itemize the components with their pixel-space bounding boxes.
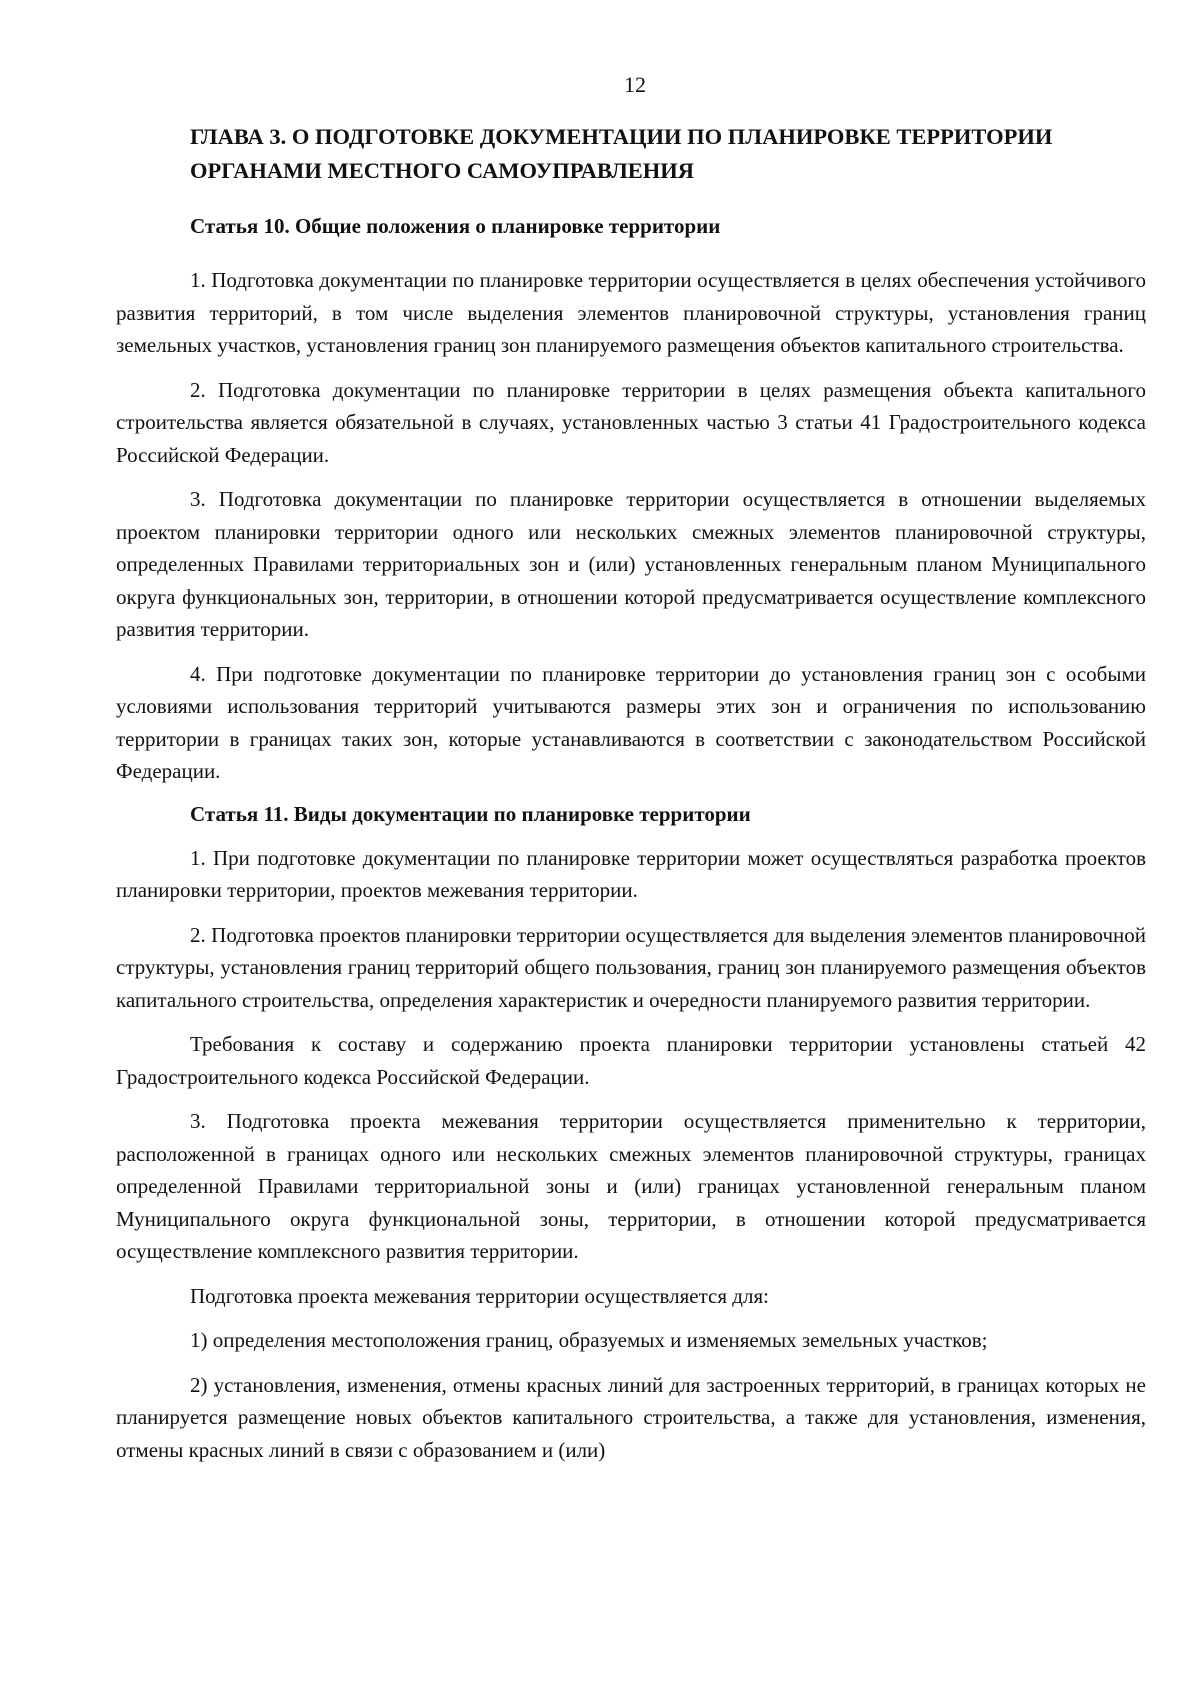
article-10-paragraph-1: 1. Подготовка документации по планировке территории осуществляется в целях обеспечения устойчивого развития территорий, в том числе выделения элементов планировочной структуры, установления границ земельных участков, установления границ зон планируемого размещения объектов капитального строительства. [116,268,1146,357]
article-11-title: Статья 11. Виды документации по планировке территории [190,801,751,826]
article-11-list-item-2: 2) установления, изменения, отмены красных линий для застроенных территорий, в границах которых не планируется размещение новых объектов капитального строительства, а также для установления, изменения, отмены красных линий в связи с образованием и (или) [116,1372,1146,1462]
chapter-title-line1: ГЛАВА 3. О ПОДГОТОВКЕ ДОКУМЕНТАЦИИ ПО ПЛАНИРОВКЕ ТЕРРИТОРИИ [190,124,1053,149]
article-11-list-item-1: 1) определения местоположения границ, образуемых и изменяемых земельных участков; [190,1328,988,1352]
article-10-paragraph-3: 3. Подготовка документации по планировке территории осуществляется в отношении выделяемых проектом планировки территории одного или нескольких смежных элементов планировочной структуры, определенных Правилами территориальных зон и (или) установленных генеральным планом Муниципального округа функциональных зон, территории, в отношении которой предусматривается осуществление комплексного развития территории. [116,487,1146,641]
article-10-paragraph-4: 4. При подготовке документации по планировке территории до установления границ зон с особыми условиями использования территорий учитываются размеры этих зон и ограничения по использованию территории в границах таких зон, которые устанавливаются в соответствии с законодательством Российской Федерации. [116,661,1146,783]
article-11-paragraph-2: 2. Подготовка проектов планировки территории осуществляется для выделения элементов планировочной структуры, установления границ территорий общего пользования, границ зон планируемого размещения объектов капитального строительства, определения характеристик и очередности планируемого развития территории. [116,922,1146,1012]
chapter-title-line2: ОРГАНАМИ МЕСТНОГО САМОУПРАВЛЕНИЯ [190,158,695,183]
article-10-paragraph-2: 2. Подготовка документации по планировке территории в целях размещения объекта капитального строительства является обязательной в случаях, установленных частью 3 статьи 41 Градостроительного кодекса Российской Федерации. [116,377,1146,467]
page-content [116,120,1146,1466]
article-11-paragraph-3-purposes: Подготовка проекта межевания территории осуществляется для: [190,1283,769,1308]
article-10-title: Статья 10. Общие положения о планировке территории [190,214,721,238]
article-11-paragraph-1: 1. При подготовке документации по планировке территории может осуществляться разработка проектов планировки территории, проектов межевания территории. [116,845,1146,902]
page-number: 12 [624,72,646,97]
article-11-paragraph-3: 3. Подготовка проекта межевания территории осуществляется применительно к территории, расположенной в границах одного или нескольких смежных элементов планировочной структуры, границах определенной Правилами территориальной зоны и (или) границах установленной генеральным планом Муниципального округа функциональной зоны, территории, в отношении которой предусматривается осуществление комплексного развития территории. [116,1109,1146,1263]
chapter-title [190,120,1146,188]
article-11-paragraph-2-requirements: Требования к составу и содержанию проекта планировки территории установлены статьей 42 Градостроительного кодекса Российской Федерации. [116,1032,1146,1089]
